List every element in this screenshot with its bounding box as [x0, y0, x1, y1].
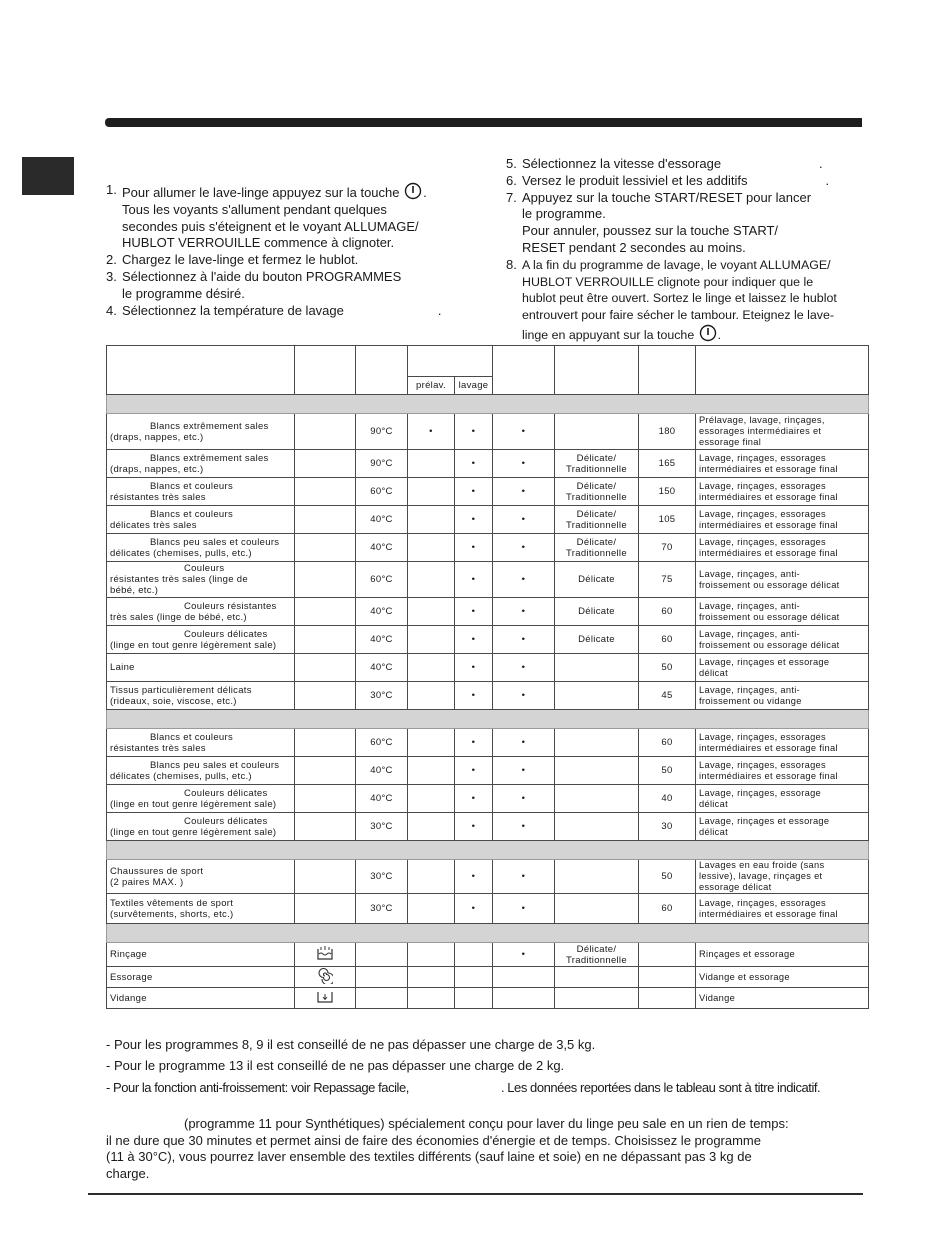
programme-description: Lavage, rinçages, anti- froissement ou essorage délicat: [696, 626, 869, 654]
duree: 165: [639, 450, 696, 478]
lavage-dot: •: [455, 860, 493, 894]
symbol-cell: [295, 562, 356, 598]
temperature: 30°C: [356, 682, 408, 710]
essorage-type: Délicate/ Traditionnelle: [555, 506, 639, 534]
prelavage-dot: [408, 478, 455, 506]
temperature: 40°C: [356, 654, 408, 682]
essorage-type: [555, 894, 639, 924]
prelavage-dot: [408, 967, 455, 988]
lavage-dot: •: [455, 506, 493, 534]
temperature: 60°C: [356, 478, 408, 506]
assouplissant-dot: •: [493, 562, 555, 598]
prelavage-dot: [408, 450, 455, 478]
programme-description: Lavage, rinçages, essorages intermédiaires et essorage final: [696, 478, 869, 506]
express-paragraph: (programme 11 pour Synthétiques) spécialement conçu pour laver du linge peu sale en un rien de temps: il ne dure que 30 minutes et permet ainsi de faire des économies d'énergie et de temps. Choisissez le programme (11 à 30°C), vous pourrez laver ensemble des textiles différents (sauf laine et soie) en ne dépassant pas 3 kg de charge.: [106, 1116, 789, 1181]
duree: 70: [639, 534, 696, 562]
duree: 50: [639, 860, 696, 894]
prelavage-dot: [408, 988, 455, 1009]
power-icon: [699, 324, 717, 342]
programme-description: Lavage, rinçages, essorages intermédiaires et essorage final: [696, 450, 869, 478]
lavage-dot: •: [455, 626, 493, 654]
essorage-type: Délicate: [555, 562, 639, 598]
assouplissant-dot: •: [493, 757, 555, 785]
essorage-type: Délicate/ Traditionnelle: [555, 478, 639, 506]
col-prelavage: prélav.: [408, 377, 455, 395]
symbol-cell: [295, 988, 356, 1009]
table-row: [107, 626, 869, 654]
symbol-cell: [295, 757, 356, 785]
essorage-type: [555, 729, 639, 757]
temperature: 30°C: [356, 813, 408, 841]
symbol-cell: [295, 654, 356, 682]
table-row: [107, 654, 869, 682]
programme-name: Blancs et couleurs résistantes très sales: [107, 478, 295, 506]
symbol-cell: [295, 785, 356, 813]
drain-icon: [316, 989, 334, 1008]
programme-description: Lavage, rinçages, anti- froissement ou essorage délicat: [696, 562, 869, 598]
symbol-cell: [295, 598, 356, 626]
prelavage-dot: [408, 562, 455, 598]
essorage-type: [555, 988, 639, 1009]
programme-name: Couleurs délicates (linge en tout genre légèrement sale): [107, 813, 295, 841]
table-row: [107, 813, 869, 841]
step-3: 3. Sélectionnez à l'aide du bouton PROGRAMMES le programme désiré.: [106, 268, 402, 301]
essorage-type: [555, 860, 639, 894]
lavage-dot: •: [455, 534, 493, 562]
duree: 60: [639, 626, 696, 654]
essorage-type: [555, 813, 639, 841]
lavage-dot: •: [455, 729, 493, 757]
essorage-type: [555, 654, 639, 682]
section-row: [107, 841, 869, 860]
programme-name: Blancs et couleurs délicates très sales: [107, 506, 295, 534]
essorage-type: Délicate: [555, 626, 639, 654]
symbol-cell: [295, 943, 356, 967]
programme-description: Lavage, rinçages, essorages intermédiaires et essorage final: [696, 729, 869, 757]
essorage-type: Délicate/ Traditionnelle: [555, 450, 639, 478]
step-2: 2. Chargez le lave-linge et fermez le hublot.: [106, 252, 359, 268]
lavage-dot: •: [455, 562, 493, 598]
duree: 75: [639, 562, 696, 598]
programme-table: [106, 345, 869, 1009]
assouplissant-dot: •: [493, 860, 555, 894]
temperature: 40°C: [356, 785, 408, 813]
symbol-cell: [295, 534, 356, 562]
programme-description: Lavage, rinçages, essorages intermédiaires et essorage final: [696, 757, 869, 785]
steps-right: [506, 156, 861, 344]
assouplissant-dot: •: [493, 813, 555, 841]
assouplissant-dot: •: [493, 626, 555, 654]
section-tab: [22, 157, 74, 195]
temperature: 90°C: [356, 450, 408, 478]
symbol-cell: [295, 729, 356, 757]
essorage-type: [555, 757, 639, 785]
temperature: [356, 943, 408, 967]
programme-name: Couleurs délicates (linge en tout genre légèrement sale): [107, 785, 295, 813]
symbol-cell: [295, 506, 356, 534]
table-header-row: [107, 346, 869, 377]
symbol-cell: [295, 967, 356, 988]
lavage-dot: •: [455, 654, 493, 682]
prelavage-dot: [408, 682, 455, 710]
programme-name: Textiles vêtements de sport (survêtements, shorts, etc.): [107, 894, 295, 924]
lavage-dot: •: [455, 450, 493, 478]
assouplissant-dot: •: [493, 598, 555, 626]
programme-description: Lavage, rinçages, essorages intermédiaires et essorage final: [696, 894, 869, 924]
essorage-type: Délicate: [555, 598, 639, 626]
steps-left: [106, 182, 456, 319]
programme-description: Lavage, rinçages et essorage délicat: [696, 813, 869, 841]
prelavage-dot: [408, 757, 455, 785]
table-row: [107, 450, 869, 478]
programme-description: Lavages en eau froide (sans lessive), lavage, rinçages et essorage délicat: [696, 860, 869, 894]
assouplissant-dot: •: [493, 943, 555, 967]
note-1: - Pour les programmes 8, 9 il est conseillé de ne pas dépasser une charge de 3,5 kg.: [106, 1037, 596, 1052]
programme-description: Lavage, rinçages, essorages intermédiaires et essorage final: [696, 506, 869, 534]
step-7: 7. Appuyez sur la touche START/RESET pour lancer le programme. Pour annuler, poussez sur la touche START/ RESET pendant 2 secondes au moins.: [506, 189, 812, 255]
assouplissant-dot: •: [493, 414, 555, 450]
duree: 60: [639, 598, 696, 626]
programme-description: Lavage, rinçages, anti- froissement ou essorage délicat: [696, 598, 869, 626]
duree: [639, 967, 696, 988]
table-row: [107, 757, 869, 785]
spin-icon: [317, 968, 333, 987]
assouplissant-dot: •: [493, 654, 555, 682]
essorage-type: [555, 785, 639, 813]
programme-description: Lavage, rinçages et essorage délicat: [696, 654, 869, 682]
table-row: [107, 562, 869, 598]
programme-name: Vidange: [107, 988, 295, 1009]
assouplissant-dot: •: [493, 785, 555, 813]
programme-name: Tissus particulièrement délicats (rideaux, soie, viscose, etc.): [107, 682, 295, 710]
step-4: 4. Sélectionnez la température de lavage .: [106, 302, 442, 318]
prelavage-dot: [408, 534, 455, 562]
table-row: [107, 894, 869, 924]
programme-name: Blancs et couleurs résistantes très sales: [107, 729, 295, 757]
essorage-type: Délicate/ Traditionnelle: [555, 534, 639, 562]
assouplissant-dot: •: [493, 478, 555, 506]
programme-name: Chaussures de sport (2 paires MAX. ): [107, 860, 295, 894]
duree: 45: [639, 682, 696, 710]
programme-name: Couleurs résistantes très sales (linge de bébé, etc.): [107, 598, 295, 626]
symbol-cell: [295, 813, 356, 841]
programme-name: Laine: [107, 654, 295, 682]
step-6: 6. Versez le produit lessiviel et les additifs .: [506, 172, 830, 188]
temperature: 40°C: [356, 757, 408, 785]
temperature: 40°C: [356, 506, 408, 534]
programme-name: Blancs peu sales et couleurs délicates (chemises, pulls, etc.): [107, 534, 295, 562]
temperature: 40°C: [356, 626, 408, 654]
symbol-cell: [295, 860, 356, 894]
temperature: [356, 988, 408, 1009]
rinse-icon: [316, 945, 334, 964]
step-5: 5. Sélectionnez la vitesse d'essorage .: [506, 156, 823, 171]
programme-description: Vidange: [696, 988, 869, 1009]
programme-name: Rinçage: [107, 943, 295, 967]
table-row: [107, 729, 869, 757]
symbol-cell: [295, 682, 356, 710]
duree: 50: [639, 757, 696, 785]
programme-name: Blancs peu sales et couleurs délicates (chemises, pulls, etc.): [107, 757, 295, 785]
duree: 30: [639, 813, 696, 841]
essorage-type: [555, 967, 639, 988]
temperature: 60°C: [356, 729, 408, 757]
top-rule: [105, 118, 862, 127]
lavage-dot: [455, 967, 493, 988]
bottom-rule: [88, 1193, 863, 1195]
programme-description: Vidange et essorage: [696, 967, 869, 988]
prelavage-dot: [408, 785, 455, 813]
assouplissant-dot: •: [493, 506, 555, 534]
lavage-dot: •: [455, 414, 493, 450]
programme-description: Rinçages et essorage: [696, 943, 869, 967]
table-row: [107, 478, 869, 506]
prelavage-dot: [408, 598, 455, 626]
symbol-cell: [295, 414, 356, 450]
temperature: 30°C: [356, 860, 408, 894]
table-row: [107, 506, 869, 534]
table-row: [107, 414, 869, 450]
duree: [639, 943, 696, 967]
duree: [639, 988, 696, 1009]
table-row: [107, 534, 869, 562]
lavage-dot: •: [455, 757, 493, 785]
prelavage-dot: [408, 654, 455, 682]
table-row: [107, 860, 869, 894]
section-row: [107, 395, 869, 414]
table-row: [107, 943, 869, 967]
lavage-dot: •: [455, 813, 493, 841]
step-1: 1. Pour allumer le lave-linge appuyez sur la touche . Tous les voyants s'allument pendant quelques secondes puis s'éteignent et le voyant ALLUMAGE/ HUBLOT VERROUILLE commence à clignoter.: [106, 182, 427, 251]
assouplissant-dot: •: [493, 729, 555, 757]
table-row: [107, 988, 869, 1009]
lavage-dot: •: [455, 785, 493, 813]
prelavage-dot: [408, 860, 455, 894]
symbol-cell: [295, 894, 356, 924]
temperature: 60°C: [356, 562, 408, 598]
symbol-cell: [295, 478, 356, 506]
duree: 180: [639, 414, 696, 450]
step-8: 8. A la fin du programme de lavage, le voyant ALLUMAGE/ HUBLOT VERROUILLE clignote pour indiquer que le hublot peut être ouvert. Sortez le linge et laissez le hublot entrouvert pour faire sécher le tambour. Eteignez le lave- linge en appuyant sur la touche .: [506, 256, 837, 342]
programme-name: Couleurs délicates (linge en tout genre légèrement sale): [107, 626, 295, 654]
lavage-dot: •: [455, 478, 493, 506]
lavage-dot: [455, 988, 493, 1009]
table-row: [107, 785, 869, 813]
duree: 40: [639, 785, 696, 813]
table-row: [107, 598, 869, 626]
note-2: - Pour le programme 13 il est conseillé de ne pas dépasser une charge de 2 kg.: [106, 1058, 565, 1073]
duree: 150: [639, 478, 696, 506]
programme-name: Essorage: [107, 967, 295, 988]
prelavage-dot: [408, 943, 455, 967]
duree: 50: [639, 654, 696, 682]
prelavage-dot: [408, 729, 455, 757]
prelavage-dot: [408, 506, 455, 534]
col-lavage: lavage: [455, 377, 493, 395]
duree: 60: [639, 894, 696, 924]
table-row: [107, 967, 869, 988]
temperature: [356, 967, 408, 988]
essorage-type: Délicate/ Traditionnelle: [555, 943, 639, 967]
essorage-type: [555, 682, 639, 710]
temperature: 90°C: [356, 414, 408, 450]
prelavage-dot: [408, 894, 455, 924]
prelavage-dot: [408, 813, 455, 841]
programme-description: Lavage, rinçages, essorages intermédiaires et essorage final: [696, 534, 869, 562]
lavage-dot: •: [455, 894, 493, 924]
programme-description: Lavage, rinçages, essorage délicat: [696, 785, 869, 813]
programme-description: Prélavage, lavage, rinçages, essorages intermédiaires et essorage final: [696, 414, 869, 450]
table-row: [107, 682, 869, 710]
prelavage-dot: •: [408, 414, 455, 450]
programme-description: Lavage, rinçages, anti- froissement ou vidange: [696, 682, 869, 710]
programme-name: Blancs extrêmement sales (draps, nappes, etc.): [107, 414, 295, 450]
prelavage-dot: [408, 626, 455, 654]
assouplissant-dot: •: [493, 450, 555, 478]
symbol-cell: [295, 626, 356, 654]
duree: 60: [639, 729, 696, 757]
temperature: 40°C: [356, 534, 408, 562]
assouplissant-dot: •: [493, 534, 555, 562]
section-row: [107, 710, 869, 729]
programme-name: Couleurs résistantes très sales (linge de bébé, etc.): [107, 562, 295, 598]
programme-name: Blancs extrêmement sales (draps, nappes, etc.): [107, 450, 295, 478]
symbol-cell: [295, 450, 356, 478]
note-3: - Pour la fonction anti-froissement: voir Repassage facile, . Les données reportées dans le tableau sont à titre indicatif.: [106, 1080, 821, 1095]
duree: 105: [639, 506, 696, 534]
assouplissant-dot: •: [493, 894, 555, 924]
assouplissant-dot: [493, 967, 555, 988]
temperature: 40°C: [356, 598, 408, 626]
essorage-type: [555, 414, 639, 450]
lavage-dot: [455, 943, 493, 967]
lavage-dot: •: [455, 682, 493, 710]
assouplissant-dot: [493, 988, 555, 1009]
temperature: 30°C: [356, 894, 408, 924]
section-row: [107, 924, 869, 943]
lavage-dot: •: [455, 598, 493, 626]
power-icon: [404, 182, 422, 200]
table-body: [107, 346, 869, 1009]
assouplissant-dot: •: [493, 682, 555, 710]
